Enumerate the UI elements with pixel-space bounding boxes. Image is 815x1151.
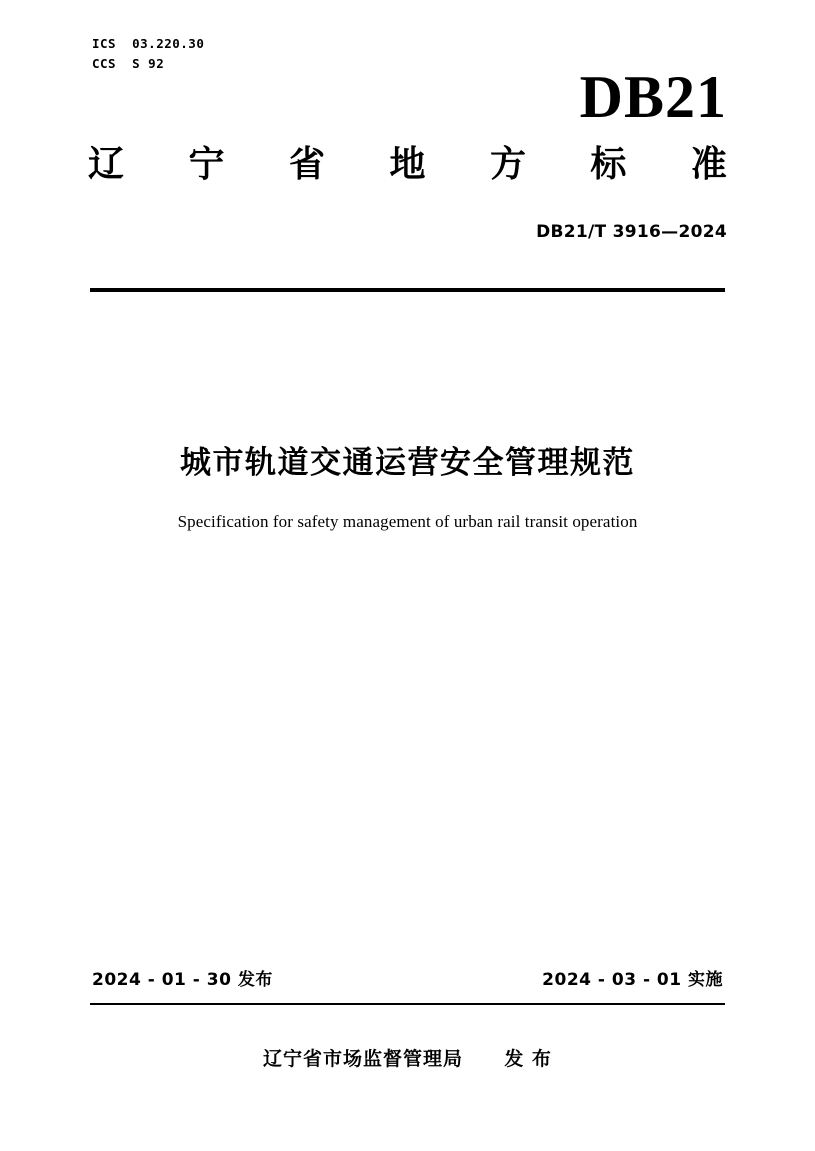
publisher-action: 发 布 [504, 1048, 552, 1070]
classification-codes [92, 34, 204, 74]
date-row [92, 965, 723, 990]
implementation-date: 2024 - 03 - 01 实施 [542, 970, 723, 990]
ics-code: ICS 03.220.30 [92, 36, 205, 51]
publisher-line [0, 1044, 815, 1071]
header-divider [90, 288, 725, 292]
document-title-chinese: 城市轨道交通运营安全管理规范 [180, 445, 635, 481]
standard-number: DB21/T 3916—2024 [536, 222, 727, 242]
province-char-3: 省 [288, 144, 325, 185]
province-char-6: 标 [590, 144, 627, 185]
province-char-7: 准 [690, 144, 727, 185]
province-char-2: 宁 [188, 144, 225, 185]
ccs-code: CCS S 92 [92, 56, 165, 71]
publisher-organization: 辽宁省市场监督管理局 [263, 1048, 464, 1070]
province-char-5: 方 [489, 144, 526, 185]
province-char-1: 辽 [88, 144, 125, 185]
document-title-english: Specification for safety management of urban rail transit operation [177, 512, 638, 531]
province-standard-title [88, 142, 727, 188]
footer-divider [90, 1003, 725, 1005]
issue-date: 2024 - 01 - 30 发布 [92, 970, 273, 990]
db21-logo: DB21 [579, 64, 727, 130]
province-char-4: 地 [389, 144, 426, 185]
